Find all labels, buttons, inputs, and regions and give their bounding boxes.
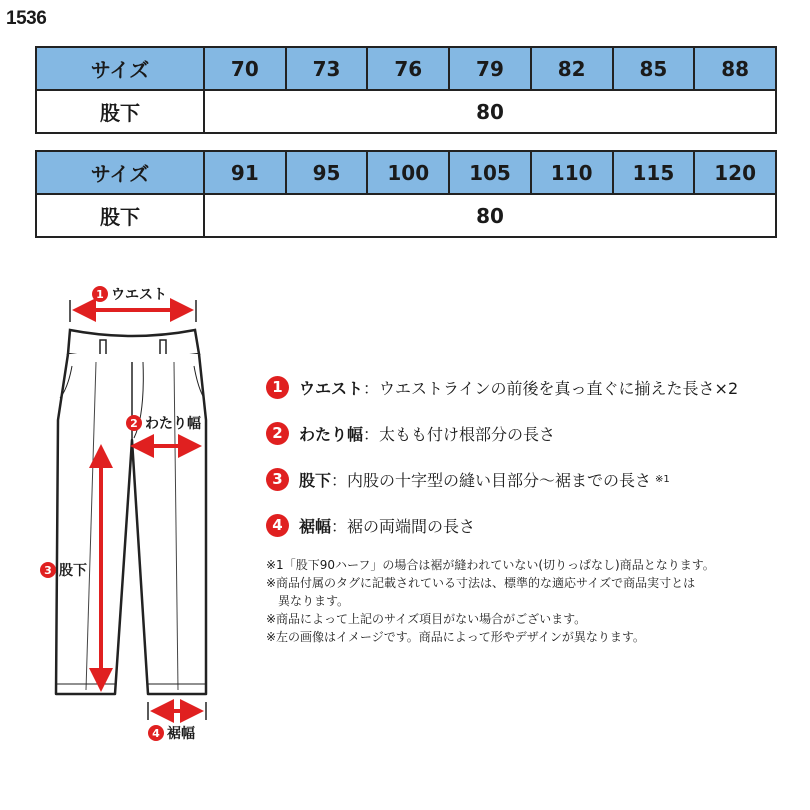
legend-term: 裾幅 [299,516,332,536]
legend-term: わたり幅 [299,424,364,444]
size-cell: 120 [694,151,776,194]
pants-diagram [0,270,260,750]
note-line: ※1「股下90ハーフ」の場合は裾が縫われていない(切りっぱなし)商品となります。 [266,558,715,572]
number-badge: 2 [266,422,289,445]
number-badge: 4 [266,514,289,537]
legend-desc: ：太もも付け根部分の長さ [363,424,556,444]
size-cell: 88 [694,47,776,90]
note-line: ※商品によって上記のサイズ項目がない場合がございます。 [266,612,587,626]
size-cell: 115 [613,151,695,194]
legend-item-thigh [266,420,796,446]
inseam-value: 80 [204,194,776,237]
label-text: 股下 [59,563,87,579]
waist-label [92,284,167,304]
number-badge: 1 [92,286,108,302]
number-badge: 3 [40,562,56,578]
number-badge: 3 [266,468,289,491]
legend-item-inseam [266,466,796,492]
hem-label [148,723,195,743]
legend-desc: ：裾の両端間の長さ [331,516,476,536]
legend-desc: ：ウエストラインの前後を真っ直ぐに揃えた長さ×2 [363,378,739,398]
pants-illustration [0,270,260,750]
inseam-value: 80 [204,90,776,133]
label-text: ウエスト [111,287,167,303]
legend-term: ウエスト [299,378,364,398]
number-badge: 4 [148,725,164,741]
legend-item-hem [266,512,796,538]
size-cell: 95 [286,151,368,194]
measurement-legend [266,374,796,558]
note-line: 異なります。 [278,594,350,608]
size-cell: 82 [531,47,613,90]
thigh-label [126,413,201,433]
note-line: ※左の画像はイメージです。商品によって形やデザインが異なります。 [266,630,645,644]
pants-outline [56,354,206,694]
label-text: 裾幅 [167,726,195,742]
size-table-2 [35,150,777,238]
notes [266,556,796,646]
inseam-header: 股下 [36,90,204,133]
product-code: 1536 [6,8,47,29]
size-cell: 100 [367,151,449,194]
size-row [36,47,776,90]
size-row [36,151,776,194]
number-badge: 1 [266,376,289,399]
note-line: ※商品付属のタグに記載されている寸法は、標準的な適応サイズで商品実寸とは [266,576,696,590]
inseam-row [36,194,776,237]
footnote-mark: ※1 [655,473,670,485]
size-table-1 [35,46,777,134]
legend-desc: ：内股の十字型の縫い目部分～裾までの長さ [331,470,652,490]
label-text: わたり幅 [145,416,201,432]
size-cell: 70 [204,47,286,90]
size-cell: 105 [449,151,531,194]
size-cell: 76 [367,47,449,90]
inseam-header: 股下 [36,194,204,237]
size-header: サイズ [36,47,204,90]
number-badge: 2 [126,415,142,431]
size-header: サイズ [36,151,204,194]
size-cell: 73 [286,47,368,90]
legend-term: 股下 [299,470,332,490]
size-cell: 85 [613,47,695,90]
legend-item-waist [266,374,796,400]
size-cell: 110 [531,151,613,194]
inseam-label [40,560,87,580]
size-cell: 79 [449,47,531,90]
inseam-row [36,90,776,133]
size-cell: 91 [204,151,286,194]
